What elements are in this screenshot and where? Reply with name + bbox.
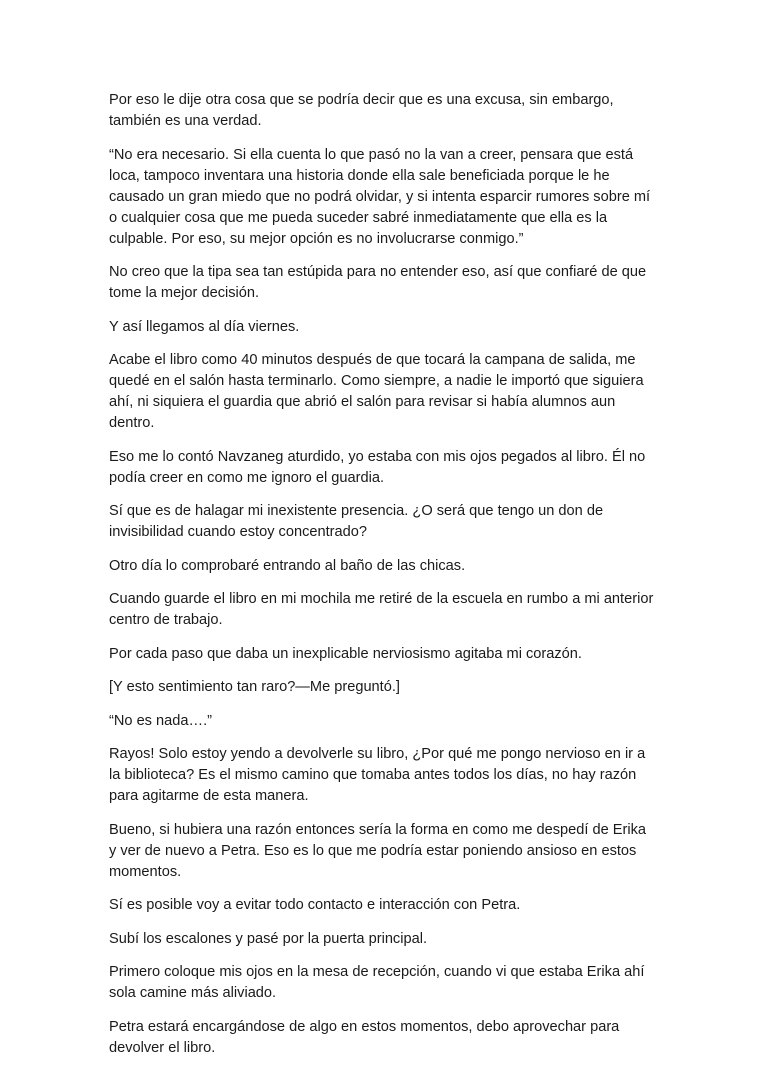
paragraph: Y así llegamos al día viernes. bbox=[109, 318, 300, 335]
paragraph: Por eso le dije otra cosa que se podría decir que es una excusa, sin embargo, también es una verdad. bbox=[109, 92, 614, 129]
paragraph: Sí que es de halagar mi inexistente presencia. ¿O será que tengo un don de invisibilidad cuando estoy concentrado? bbox=[109, 503, 604, 540]
paragraph: Subí los escalones y pasé por la puerta principal. bbox=[109, 930, 428, 947]
paragraph: Acabe el libro como 40 minutos después de que tocará la campana de salida, me quedé en el salón hasta terminarlo. Como siempre, a nadie le importó que siguiera ahí, ni siquiera el guardia que abrió el salón para revisar si había alumnos aun dentro. bbox=[109, 352, 644, 431]
document-body bbox=[109, 90, 654, 1071]
paragraph: “No era necesario. Si ella cuenta lo que pasó no la van a creer, pensara que está loca, tampoco inventara una historia donde ella sale beneficiada porque le he causado un gran miedo que no podrá olvidar, y si intenta esparcir rumores sobre mí o cualquier cosa que me pueda suceder sabré inmediatamente que ella es la culpable. Por eso, su mejor opción es no involucrarse conmigo.” bbox=[109, 146, 651, 247]
paragraph: Petra estará encargándose de algo en estos momentos, debo aprovechar para devolver el libro. bbox=[109, 1018, 620, 1056]
paragraph: Rayos! Solo estoy yendo a devolverle su libro, ¿Por qué me pongo nervioso en ir a la biblioteca? Es el mismo camino que tomaba antes todos los días, no hay razón para agitarme de esta manera. bbox=[109, 746, 646, 804]
paragraph: Otro día lo comprobaré entrando al baño de las chicas. bbox=[109, 557, 466, 574]
paragraph: Cuando guarde el libro en mi mochila me retiré de la escuela en rumbo a mi anterior centro de trabajo. bbox=[109, 591, 654, 628]
paragraph: Eso me lo contó Navzaneg aturdido, yo estaba con mis ojos pegados al libro. Él no podía creer en como me ignoro el guardia. bbox=[109, 448, 646, 486]
paragraph: Bueno, si hubiera una razón entonces sería la forma en como me despedí de Erika y ver de nuevo a Petra. Eso es lo que me podría estar poniendo ansioso en estos momentos. bbox=[109, 821, 647, 880]
paragraph: Sí es posible voy a evitar todo contacto e interacción con Petra. bbox=[109, 897, 521, 913]
paragraph: Por cada paso que daba un inexplicable nerviosismo agitaba mi corazón. bbox=[109, 645, 582, 662]
paragraph: “No es nada….” bbox=[109, 712, 213, 729]
paragraph: No creo que la tipa sea tan estúpida para no entender eso, así que confiaré de que tome la mejor decisión. bbox=[109, 264, 647, 301]
paragraph: Primero coloque mis ojos en la mesa de recepción, cuando vi que estaba Erika ahí sola camine más aliviado. bbox=[109, 964, 645, 1001]
paragraph: [Y esto sentimiento tan raro?—Me preguntó.] bbox=[109, 679, 400, 695]
